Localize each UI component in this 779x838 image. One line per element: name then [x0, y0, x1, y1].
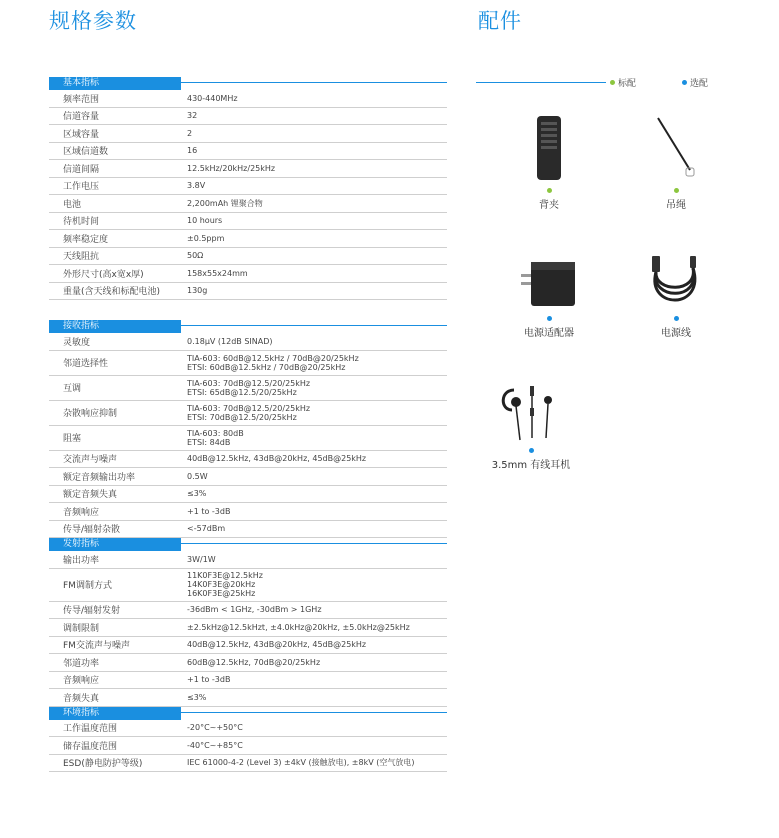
spec-row — [49, 125, 447, 143]
spec-value — [173, 454, 447, 463]
spec-value-line: 14K0F3E@20kHz — [187, 580, 256, 589]
spec-row — [49, 351, 447, 376]
section-header — [49, 538, 447, 551]
spec-value — [173, 640, 447, 649]
earphone-icon — [496, 380, 566, 444]
legend-optional-label: 选配 — [690, 79, 709, 89]
spec-row — [49, 178, 447, 196]
spec-value-line: 60dB@12.5kHz, 70dB@20/25kHz — [187, 657, 321, 667]
spec-row — [49, 737, 447, 755]
spec-value — [173, 507, 447, 516]
spec-value — [173, 111, 447, 120]
spec-row — [49, 195, 447, 213]
spec-row — [49, 720, 447, 738]
spec-key: 信道间隔 — [63, 164, 100, 175]
spec-value-line: ETSI: 65dB@12.5/20/25kHz — [187, 387, 297, 397]
spec-row — [49, 283, 447, 301]
optional-dot-icon — [529, 448, 534, 453]
spec-value-line: 16K0F3E@25kHz — [187, 589, 256, 598]
spec-row — [49, 108, 447, 126]
spec-value — [173, 723, 447, 732]
legend-standard-label: 标配 — [618, 79, 637, 89]
accessories-title: 配件 — [478, 9, 522, 33]
spec-value-line: <-57dBm — [187, 524, 226, 534]
spec-value — [173, 94, 447, 103]
section-divider — [181, 712, 447, 713]
spec-value — [173, 251, 447, 260]
spec-value — [173, 758, 447, 767]
spec-value-line: 430-440MHz — [187, 93, 238, 103]
spec-value — [173, 337, 447, 346]
spec-row — [49, 755, 447, 773]
spec-value-line: -36dBm < 1GHz, -30dBm > 1GHz — [187, 605, 322, 615]
back-clip-icon — [529, 112, 569, 184]
spec-row — [49, 333, 447, 351]
section-title: 接收指标 — [49, 320, 181, 333]
accessory-label: 电源适配器 — [524, 328, 574, 339]
spec-key: 邻道功率 — [63, 658, 100, 669]
legend-standard — [610, 76, 636, 89]
spec-row — [49, 426, 447, 451]
spec-key: 传导/辐射发射 — [63, 606, 121, 617]
spec-key: 杂散响应抑制 — [63, 409, 118, 419]
spec-row — [49, 521, 447, 539]
spec-row — [49, 689, 447, 707]
spec-value — [173, 623, 447, 632]
spec-key: 传导/辐射杂散 — [63, 525, 121, 536]
spec-value-line: 2,200mAh 锂聚合物 — [187, 198, 263, 208]
spec-value — [173, 429, 447, 447]
spec-row — [49, 401, 447, 426]
spec-value-line: ±0.5ppm — [187, 233, 225, 243]
accessory-back-clip — [494, 112, 604, 211]
accessory-lanyard — [621, 112, 731, 211]
spec-value-line: 32 — [187, 111, 198, 121]
section-title: 发射指标 — [49, 538, 181, 551]
standard-dot-icon — [610, 80, 615, 85]
spec-row — [49, 213, 447, 231]
spec-row — [49, 230, 447, 248]
spec-key: 音频响应 — [63, 676, 100, 687]
accessory-label: 背夹 — [539, 200, 559, 211]
spec-value-line: ≤3% — [187, 489, 207, 499]
spec-row — [49, 160, 447, 178]
spec-value-line: 130g — [187, 286, 208, 296]
section-divider — [181, 82, 447, 83]
spec-value — [173, 164, 447, 173]
section-divider — [181, 543, 447, 544]
spec-value-line: +1 to -3dB — [187, 506, 231, 516]
spec-key: 调制限制 — [63, 623, 100, 634]
spec-value — [173, 129, 447, 138]
spec-value-line: 40dB@12.5kHz, 43dB@20kHz, 45dB@25kHz — [187, 454, 367, 464]
spec-key: 邻道选择性 — [63, 359, 109, 369]
spec-value — [173, 693, 447, 702]
spec-key: 区域容量 — [63, 129, 100, 140]
spec-value-line: 2 — [187, 128, 193, 138]
section-divider — [181, 325, 447, 326]
standard-dot-icon — [547, 188, 552, 193]
spec-value — [173, 146, 447, 155]
spec-value — [173, 571, 447, 598]
spec-row — [49, 143, 447, 161]
spec-value — [173, 286, 447, 295]
spec-value-line: IEC 61000-4-2 (Level 3) ±4kV (接触放电), ±8kV (空气放电) — [187, 758, 415, 768]
spec-key: 频率稳定度 — [63, 234, 109, 245]
spec-row — [49, 569, 447, 602]
spec-value-line: ±2.5kHz@12.5kHzt, ±4.0kHz@20kHz, ±5.0kHz@25kHz — [187, 622, 410, 632]
specs-table — [49, 77, 447, 772]
spec-value-line: 3.8V — [187, 181, 206, 191]
spec-value — [173, 489, 447, 498]
spec-value-line: +1 to -3dB — [187, 675, 231, 685]
spec-row — [49, 602, 447, 620]
spec-key: 区域信道数 — [63, 147, 109, 158]
accessory-power-cable — [621, 250, 731, 339]
spec-row — [49, 265, 447, 283]
section-title: 环境指标 — [49, 707, 181, 720]
spec-key: 互调 — [63, 384, 82, 394]
spec-value-line: 158x55x24mm — [187, 268, 248, 278]
spec-value — [173, 379, 447, 397]
spec-value — [173, 269, 447, 278]
legend-divider — [476, 82, 606, 83]
specs-title: 规格参数 — [49, 9, 137, 33]
spec-key: 灵敏度 — [63, 337, 91, 348]
spec-row — [49, 486, 447, 504]
accessory-power-adapter — [494, 250, 604, 339]
standard-dot-icon — [674, 188, 679, 193]
spec-value — [173, 741, 447, 750]
spec-key: 待机时间 — [63, 217, 100, 228]
accessory-label: 电源线 — [661, 328, 691, 339]
spec-row — [49, 248, 447, 266]
spec-value — [173, 354, 447, 372]
spec-value — [173, 234, 447, 243]
spec-value-line: 11K0F3E@12.5kHz — [187, 571, 263, 580]
spec-value-line: TIA-603: 60dB@12.5kHz / 70dB@20/25kHz — [187, 353, 359, 363]
spec-row — [49, 468, 447, 486]
spec-value — [173, 658, 447, 667]
spec-key: FM调制方式 — [63, 581, 112, 591]
spec-value — [173, 675, 447, 684]
spec-value-line: -20°C~+50°C — [187, 723, 243, 733]
spec-key: 工作电压 — [63, 182, 100, 193]
spec-value-line: 3W/1W — [187, 554, 216, 564]
section-header — [49, 320, 447, 333]
spec-row — [49, 619, 447, 637]
power-adapter-icon — [509, 250, 589, 312]
spec-value — [173, 524, 447, 533]
spec-value-line: 0.5W — [187, 471, 208, 481]
spec-row — [49, 637, 447, 655]
spec-key: 频率范围 — [63, 94, 100, 105]
optional-dot-icon — [547, 316, 552, 321]
spec-value-line: ETSI: 84dB — [187, 437, 231, 447]
spec-value-line: 50Ω — [187, 251, 204, 261]
spec-key: 重量(含天线和标配电池) — [63, 287, 161, 298]
accessory-earphone — [476, 380, 586, 471]
legend-optional — [682, 76, 708, 89]
spec-value-line: ETSI: 60dB@12.5kHz / 70dB@20/25kHz — [187, 362, 346, 372]
section-header — [49, 707, 447, 720]
spec-row — [49, 551, 447, 569]
spec-key: FM交流声与噪声 — [63, 641, 130, 652]
section-header — [49, 77, 447, 90]
accessory-label: 吊绳 — [666, 200, 686, 211]
spec-key: 音频失真 — [63, 693, 100, 704]
spec-value-line: 40dB@12.5kHz, 43dB@20kHz, 45dB@25kHz — [187, 640, 367, 650]
spec-value — [173, 555, 447, 564]
spec-value-line: -40°C~+85°C — [187, 740, 243, 750]
spec-value — [173, 181, 447, 190]
spec-value-line: 10 hours — [187, 216, 223, 226]
spec-key: 交流声与噪声 — [63, 455, 118, 466]
spec-key: 外形尺寸(高x宽x厚) — [63, 269, 144, 280]
optional-dot-icon — [674, 316, 679, 321]
spec-value-line: ETSI: 70dB@12.5/20/25kHz — [187, 412, 297, 422]
spec-row — [49, 654, 447, 672]
spec-value-line: TIA-603: 80dB — [187, 428, 244, 438]
spec-value-line: TIA-603: 70dB@12.5/20/25kHz — [187, 403, 311, 413]
spec-key: 工作温度范围 — [63, 724, 118, 735]
spec-row — [49, 503, 447, 521]
spec-value — [173, 605, 447, 614]
optional-dot-icon — [682, 80, 687, 85]
spec-value — [173, 472, 447, 481]
spec-row — [49, 90, 447, 108]
spec-value — [173, 216, 447, 225]
spec-value — [173, 404, 447, 422]
section-title: 基本指标 — [49, 77, 181, 90]
spec-key: 电池 — [63, 199, 82, 210]
power-cable-icon — [636, 250, 716, 312]
spec-key: 信道容量 — [63, 112, 100, 123]
spec-key: 储存温度范围 — [63, 741, 118, 752]
spec-value-line: 16 — [187, 146, 198, 156]
spec-row — [49, 672, 447, 690]
spec-key: 天线阻抗 — [63, 252, 100, 263]
spec-key: 额定音频输出功率 — [63, 472, 136, 483]
accessory-label: 3.5mm 有线耳机 — [491, 460, 571, 471]
spec-value — [173, 199, 447, 208]
spec-value-line: ≤3% — [187, 692, 207, 702]
spec-key: 输出功率 — [63, 555, 100, 566]
spec-value-line: 0.18μV (12dB SINAD) — [187, 336, 273, 346]
spec-key: 音频响应 — [63, 507, 100, 518]
lanyard-icon — [646, 112, 706, 184]
spec-row — [49, 451, 447, 469]
spec-row — [49, 376, 447, 401]
spec-key: 额定音频失真 — [63, 490, 118, 501]
spec-key: ESD(静电防护等级) — [63, 759, 143, 770]
spec-value-line: TIA-603: 70dB@12.5/20/25kHz — [187, 378, 311, 388]
spec-key: 阻塞 — [63, 434, 82, 444]
spec-value-line: 12.5kHz/20kHz/25kHz — [187, 163, 276, 173]
